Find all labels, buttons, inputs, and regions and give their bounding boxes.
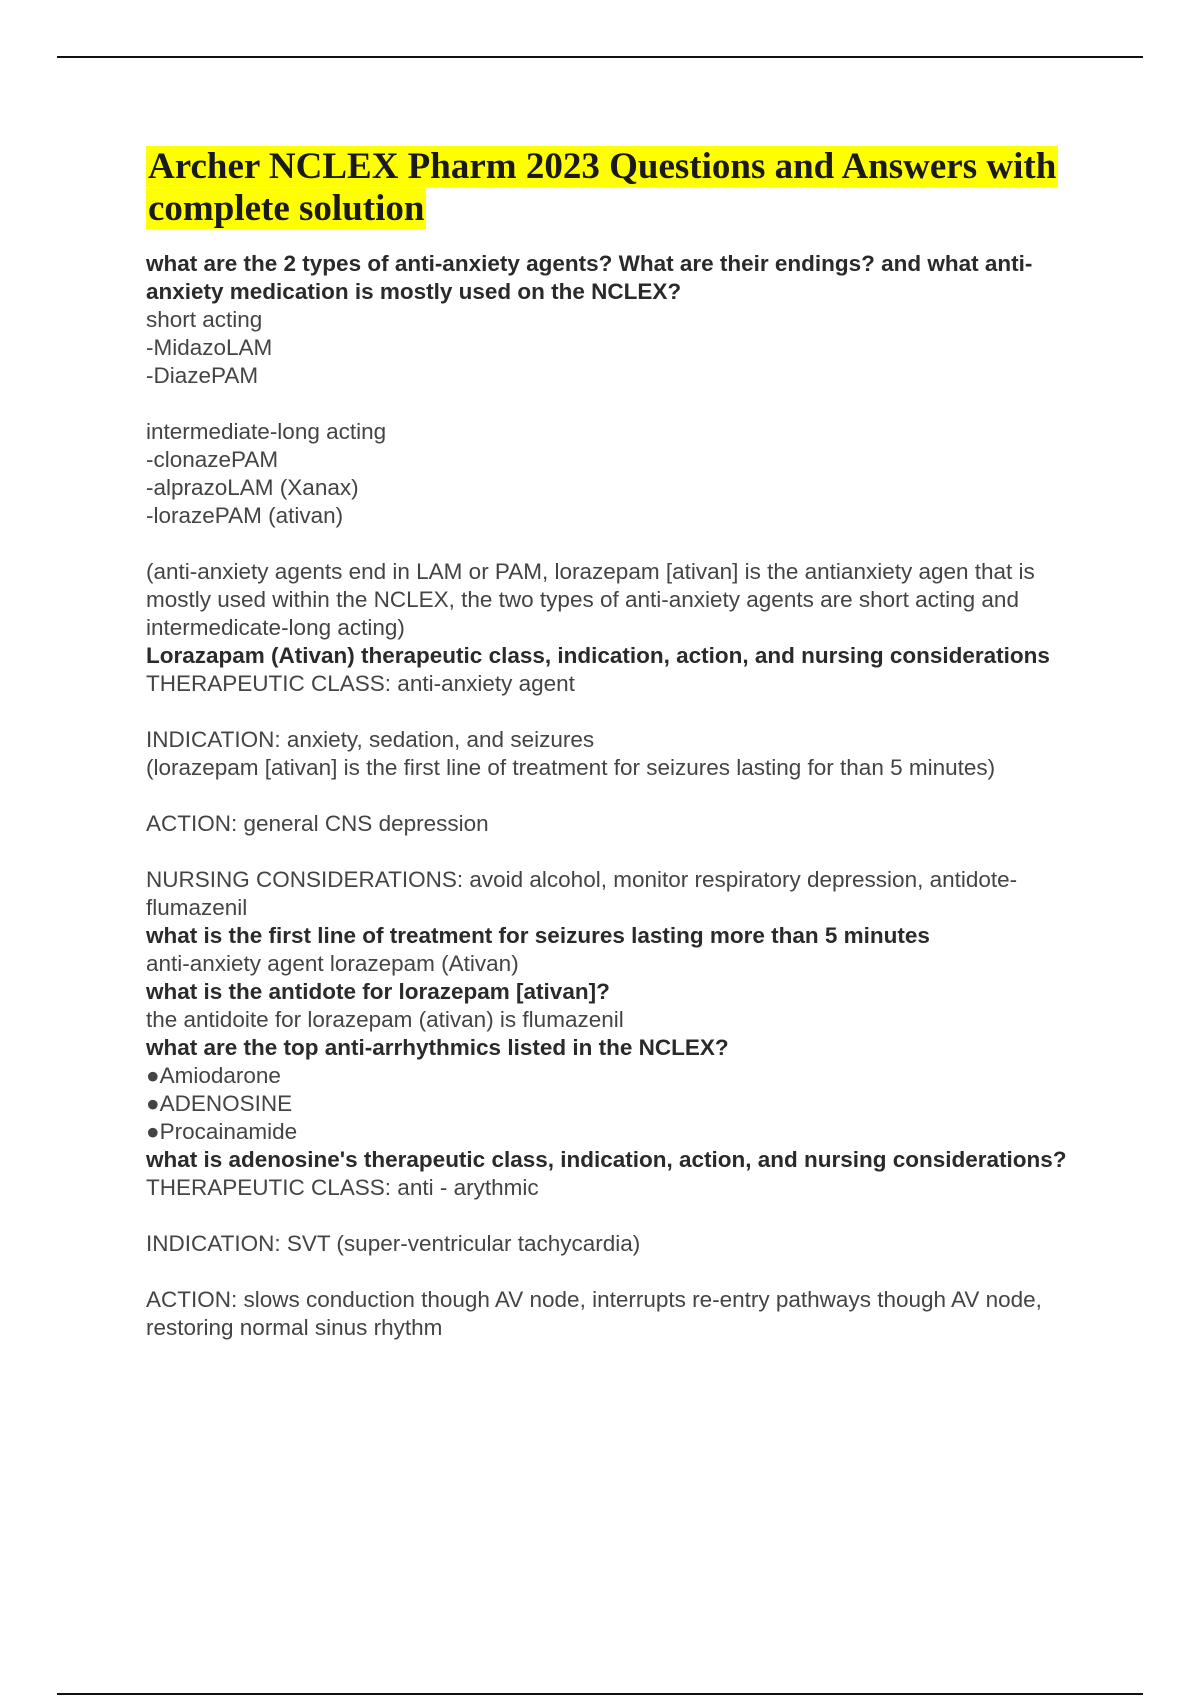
spacer [146,782,1096,810]
spacer [146,390,1096,418]
answer-line: -alprazoLAM (Xanax) [146,475,359,500]
question-lorazepam-profile: Lorazapam (Ativan) therapeutic class, indication, action, and nursing considerations [146,643,1050,668]
therapeutic-class: THERAPEUTIC CLASS: anti - arythmic [146,1175,539,1200]
question-adenosine-profile: what is adenosine's therapeutic class, indication, action, and nursing considerations? [146,1147,1067,1172]
spacer [146,838,1096,866]
answer-line: anti-anxiety agent lorazepam (Ativan) [146,951,519,976]
indication-note: (lorazepam [ativan] is the first line of treatment for seizures lasting for than 5 minutes) [146,755,996,780]
spacer [146,698,1096,726]
question-anti-arrhythmics: what are the top anti-arrhythmics listed in the NCLEX? [146,1035,729,1060]
spacer [146,1258,1096,1286]
list-item: ●ADENOSINE [146,1091,293,1116]
question-anti-anxiety-types: what are the 2 types of anti-anxiety agents? What are their endings? and what anti-anxiety medication is mostly used on the NCLEX? [146,251,1033,304]
footer-rule [57,1693,1143,1695]
indication: INDICATION: SVT (super-ventricular tachycardia) [146,1231,641,1256]
answer-note: (anti-anxiety agents end in LAM or PAM, lorazepam [ativan] is the antianxiety agen that is mostly used within the NCLEX, the two types of anti-anxiety agents are short acting and intermedicate-long acting) [146,559,1035,640]
spacer [146,1202,1096,1230]
action: ACTION: slows conduction though AV node, interrupts re-entry pathways though AV node, restoring normal sinus rhythm [146,1287,1042,1340]
answer-line: -MidazoLAM [146,335,273,360]
document-title [146,146,1096,230]
list-item: ●Amiodarone [146,1063,281,1088]
answer-line: short acting [146,307,263,332]
question-lorazepam-antidote: what is the antidote for lorazepam [ativan]? [146,979,610,1004]
answer-line: intermediate-long acting [146,419,387,444]
list-item: ●Procainamide [146,1119,298,1144]
spacer [146,530,1096,558]
nursing-considerations: NURSING CONSIDERATIONS: avoid alcohol, monitor respiratory depression, antidote- flumazenil [146,867,1018,920]
therapeutic-class: THERAPEUTIC CLASS: anti-anxiety agent [146,671,575,696]
header-rule [57,56,1143,58]
answer-line: the antidoite for lorazepam (ativan) is flumazenil [146,1007,624,1032]
answer-line: -clonazePAM [146,447,279,472]
answer-line: -lorazePAM (ativan) [146,503,344,528]
indication: INDICATION: anxiety, sedation, and seizures [146,727,595,752]
document-body [146,146,1096,1342]
answer-line: -DiazePAM [146,363,259,388]
title-highlight: Archer NCLEX Pharm 2023 Questions and Answers with complete solution [148,146,1057,229]
question-seizure-treatment: what is the first line of treatment for seizures lasting more than 5 minutes [146,923,930,948]
action: ACTION: general CNS depression [146,811,489,836]
